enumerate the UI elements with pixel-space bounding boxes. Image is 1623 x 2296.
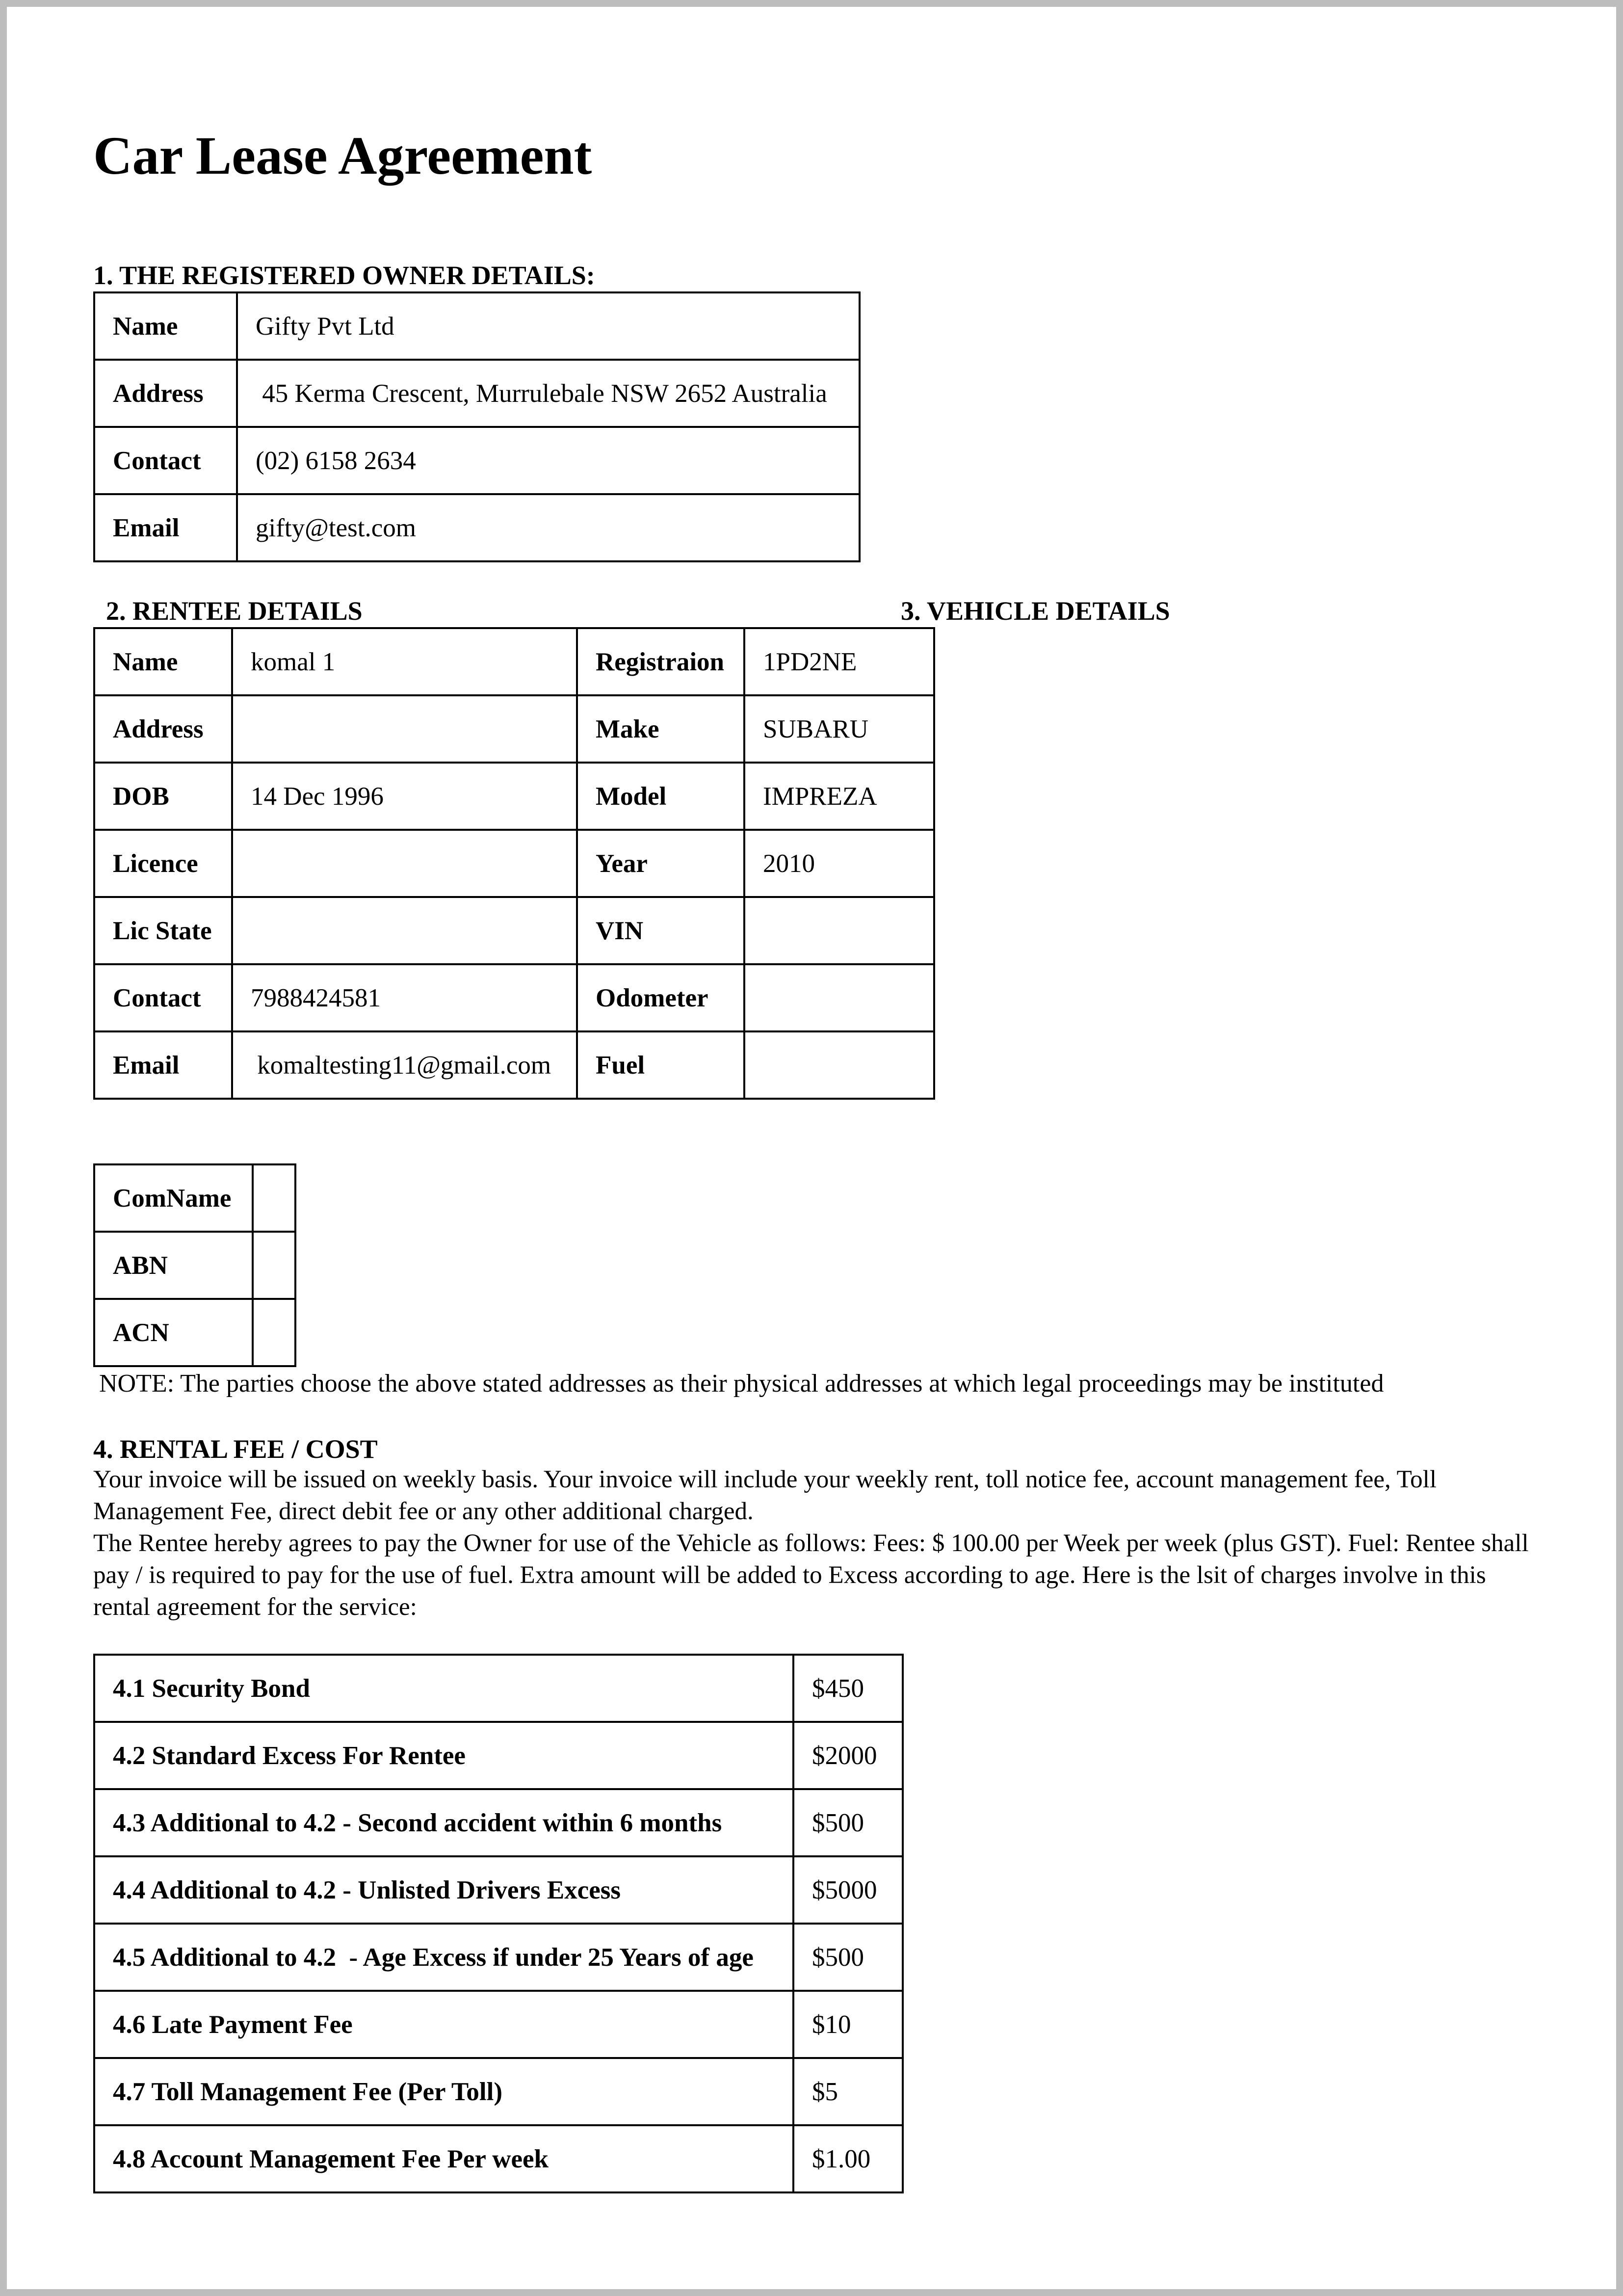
rentee-email-label: Email xyxy=(94,1031,232,1099)
legal-note: NOTE: The parties choose the above stated addresses as their physical addresses at which legal proceedings may be instituted xyxy=(99,1370,1384,1398)
fee-value: $10 xyxy=(793,1991,903,2058)
company-name-value xyxy=(253,1164,295,1232)
fee-value: $1.00 xyxy=(793,2125,903,2192)
table-row xyxy=(94,830,934,897)
table-row xyxy=(94,628,934,695)
fees-table xyxy=(93,1654,904,2193)
fee-label: 4.5 Additional to 4.2 - Age Excess if under 25 Years of age xyxy=(94,1924,793,1991)
rental-paragraph-fees: The Rentee hereby agrees to pay the Owner for use of the Vehicle as follows: Fees: $ 100.00 per Week per week (plus GST). Fuel: Rentee shall pay / is required to pay for the use of fuel. Extra amount will be added to Excess according to age. Here is the lsit of charges involve in this rental agreement for the service: xyxy=(93,1530,1529,1621)
company-abn-value xyxy=(253,1232,295,1299)
owner-email-value: gifty@test.com xyxy=(237,494,860,561)
company-details-table xyxy=(93,1163,296,1367)
fee-value: $500 xyxy=(793,1789,903,1856)
vehicle-model-label: Model xyxy=(577,763,744,830)
fee-label: 4.6 Late Payment Fee xyxy=(94,1991,793,2058)
fee-label: 4.1 Security Bond xyxy=(94,1655,793,1722)
vehicle-vin-label: VIN xyxy=(577,897,744,964)
table-row xyxy=(94,2125,903,2192)
fee-value: $450 xyxy=(793,1655,903,1722)
table-row xyxy=(94,1924,903,1991)
owner-name-value: Gifty Pvt Ltd xyxy=(237,292,860,360)
vehicle-fuel-label: Fuel xyxy=(577,1031,744,1099)
fee-value: $500 xyxy=(793,1924,903,1991)
vehicle-make-value: SUBARU xyxy=(744,695,934,763)
rentee-vehicle-table xyxy=(93,627,935,1100)
table-row xyxy=(94,763,934,830)
rentee-contact-label: Contact xyxy=(94,964,232,1031)
vehicle-odometer-value xyxy=(744,964,934,1031)
rentee-email-value: komaltesting11@gmail.com xyxy=(232,1031,577,1099)
owner-email-label: Email xyxy=(94,494,237,561)
table-row xyxy=(94,427,860,494)
rental-paragraph-invoice: Your invoice will be issued on weekly basis. Your invoice will include your weekly rent, toll notice fee, account management fee, Toll Management Fee, direct debit fee or any other additional charged. xyxy=(93,1466,1437,1525)
fee-value: $2000 xyxy=(793,1722,903,1789)
table-row xyxy=(94,1991,903,2058)
vehicle-fuel-value xyxy=(744,1031,934,1099)
vehicle-make-label: Make xyxy=(577,695,744,763)
company-name-label: ComName xyxy=(94,1164,253,1232)
owner-address-label: Address xyxy=(94,360,237,427)
company-abn-label: ABN xyxy=(94,1232,253,1299)
vehicle-details-heading: 3. VEHICLE DETAILS xyxy=(901,596,1170,626)
rentee-dob-value: 14 Dec 1996 xyxy=(232,763,577,830)
rentee-contact-value: 7988424581 xyxy=(232,964,577,1031)
rentee-address-label: Address xyxy=(94,695,232,763)
table-row xyxy=(94,1856,903,1924)
table-row xyxy=(94,695,934,763)
table-row xyxy=(94,494,860,561)
fee-label: 4.7 Toll Management Fee (Per Toll) xyxy=(94,2058,793,2125)
owner-details-table xyxy=(93,291,861,562)
fee-value: $5 xyxy=(793,2058,903,2125)
table-row xyxy=(94,360,860,427)
table-row xyxy=(94,1031,934,1099)
owner-contact-value: (02) 6158 2634 xyxy=(237,427,860,494)
rentee-lic-state-value xyxy=(232,897,577,964)
owner-contact-label: Contact xyxy=(94,427,237,494)
table-row xyxy=(94,292,860,360)
rentee-licence-value xyxy=(232,830,577,897)
rentee-dob-label: DOB xyxy=(94,763,232,830)
rentee-details-heading: 2. RENTEE DETAILS xyxy=(106,596,363,626)
fee-label: 4.4 Additional to 4.2 - Unlisted Drivers Excess xyxy=(94,1856,793,1924)
vehicle-year-label: Year xyxy=(577,830,744,897)
table-row xyxy=(94,1164,295,1232)
document-title: Car Lease Agreement xyxy=(93,126,592,185)
table-row xyxy=(94,1232,295,1299)
vehicle-vin-value xyxy=(744,897,934,964)
owner-name-label: Name xyxy=(94,292,237,360)
fee-label: 4.3 Additional to 4.2 - Second accident within 6 months xyxy=(94,1789,793,1856)
fee-label: 4.8 Account Management Fee Per week xyxy=(94,2125,793,2192)
vehicle-year-value: 2010 xyxy=(744,830,934,897)
vehicle-odometer-label: Odometer xyxy=(577,964,744,1031)
vehicle-model-value: IMPREZA xyxy=(744,763,934,830)
vehicle-registration-label: Registraion xyxy=(577,628,744,695)
company-acn-label: ACN xyxy=(94,1299,253,1366)
rentee-address-value xyxy=(232,695,577,763)
table-row xyxy=(94,964,934,1031)
rentee-lic-state-label: Lic State xyxy=(94,897,232,964)
table-row xyxy=(94,1655,903,1722)
fee-value: $5000 xyxy=(793,1856,903,1924)
rentee-licence-label: Licence xyxy=(94,830,232,897)
owner-address-value: 45 Kerma Crescent, Murrulebale NSW 2652 Australia xyxy=(237,360,860,427)
rentee-name-value: komal 1 xyxy=(232,628,577,695)
rentee-name-label: Name xyxy=(94,628,232,695)
vehicle-registration-value: 1PD2NE xyxy=(744,628,934,695)
owner-details-heading: 1. THE REGISTERED OWNER DETAILS: xyxy=(93,261,595,290)
table-row xyxy=(94,897,934,964)
table-row xyxy=(94,1299,295,1366)
company-acn-value xyxy=(253,1299,295,1366)
fee-label: 4.2 Standard Excess For Rentee xyxy=(94,1722,793,1789)
table-row xyxy=(94,2058,903,2125)
table-row xyxy=(94,1789,903,1856)
rental-fee-heading: 4. RENTAL FEE / COST xyxy=(93,1434,378,1464)
table-row xyxy=(94,1722,903,1789)
